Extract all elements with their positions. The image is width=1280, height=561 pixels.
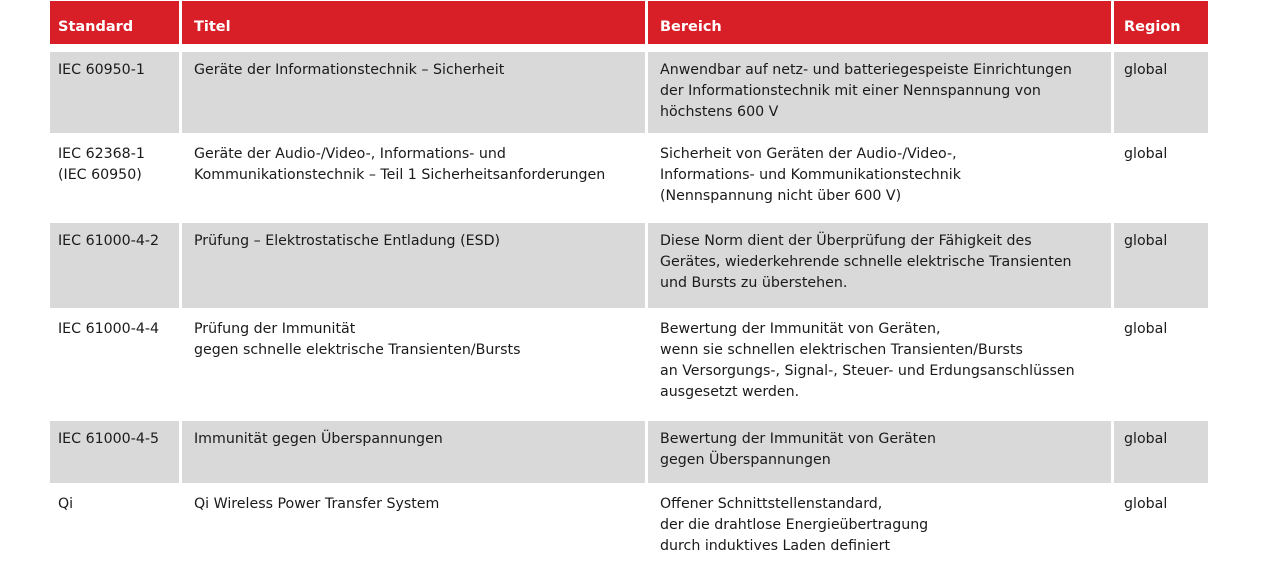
header-region: Region (1114, 0, 1208, 44)
table-row (50, 223, 1208, 311)
header-titel: Titel (182, 0, 648, 44)
standards-table (50, 0, 1208, 561)
cell-bereich: Anwendbar auf netz- und batteriegespeiste Einrichtungen der Informationstechnik mit einer Nennspannung von höchstens 600 V (648, 52, 1114, 133)
header-gap (50, 44, 1208, 52)
header-bereich: Bereich (648, 0, 1114, 44)
table-header (50, 0, 1208, 44)
table-row (50, 136, 1208, 223)
cell-standard: IEC 60950-1 (50, 52, 182, 133)
cell-bereich: Diese Norm dient der Überprüfung der Fähigkeit des Gerätes, wiederkehrende schnelle elektrische Transienten und Bursts zu überstehen. (648, 223, 1114, 308)
cell-titel: Qi Wireless Power Transfer System (182, 486, 648, 561)
cell-region: global (1114, 486, 1208, 561)
cell-region: global (1114, 421, 1208, 483)
table-row (50, 52, 1208, 136)
cell-bereich: Offener Schnittstellenstandard, der die drahtlose Energieübertragung durch induktives Laden definiert (648, 486, 1114, 561)
cell-titel: Prüfung der Immunität gegen schnelle elektrische Transienten/Bursts (182, 311, 648, 418)
cell-titel: Prüfung – Elektrostatische Entladung (ESD) (182, 223, 648, 308)
cell-region: global (1114, 52, 1208, 133)
header-standard: Standard (50, 0, 182, 44)
cell-bereich: Bewertung der Immunität von Geräten, wenn sie schnellen elektrischen Transienten/Bursts an Versorgungs-, Signal-, Steuer- und Erdungsanschlüssen ausgesetzt werden. (648, 311, 1114, 418)
table-row (50, 311, 1208, 421)
cell-bereich: Bewertung der Immunität von Geräten gegen Überspannungen (648, 421, 1114, 483)
cell-titel: Geräte der Audio-/Video-, Informations- und Kommunikationstechnik – Teil 1 Sicherheitsanforderungen (182, 136, 648, 220)
cell-bereich: Sicherheit von Geräten der Audio-/Video-, Informations- und Kommunikationstechnik (Nennspannung nicht über 600 V) (648, 136, 1114, 220)
cell-region: global (1114, 311, 1208, 418)
cell-standard: IEC 61000-4-5 (50, 421, 182, 483)
cell-standard: IEC 61000-4-4 (50, 311, 182, 418)
cell-standard: IEC 61000-4-2 (50, 223, 182, 308)
cell-region: global (1114, 136, 1208, 220)
cell-region: global (1114, 223, 1208, 308)
table-row (50, 486, 1208, 561)
cell-titel: Immunität gegen Überspannungen (182, 421, 648, 483)
cell-standard: Qi (50, 486, 182, 561)
cell-titel: Geräte der Informationstechnik – Sicherheit (182, 52, 648, 133)
table-row (50, 421, 1208, 486)
cell-standard: IEC 62368-1 (IEC 60950) (50, 136, 182, 220)
